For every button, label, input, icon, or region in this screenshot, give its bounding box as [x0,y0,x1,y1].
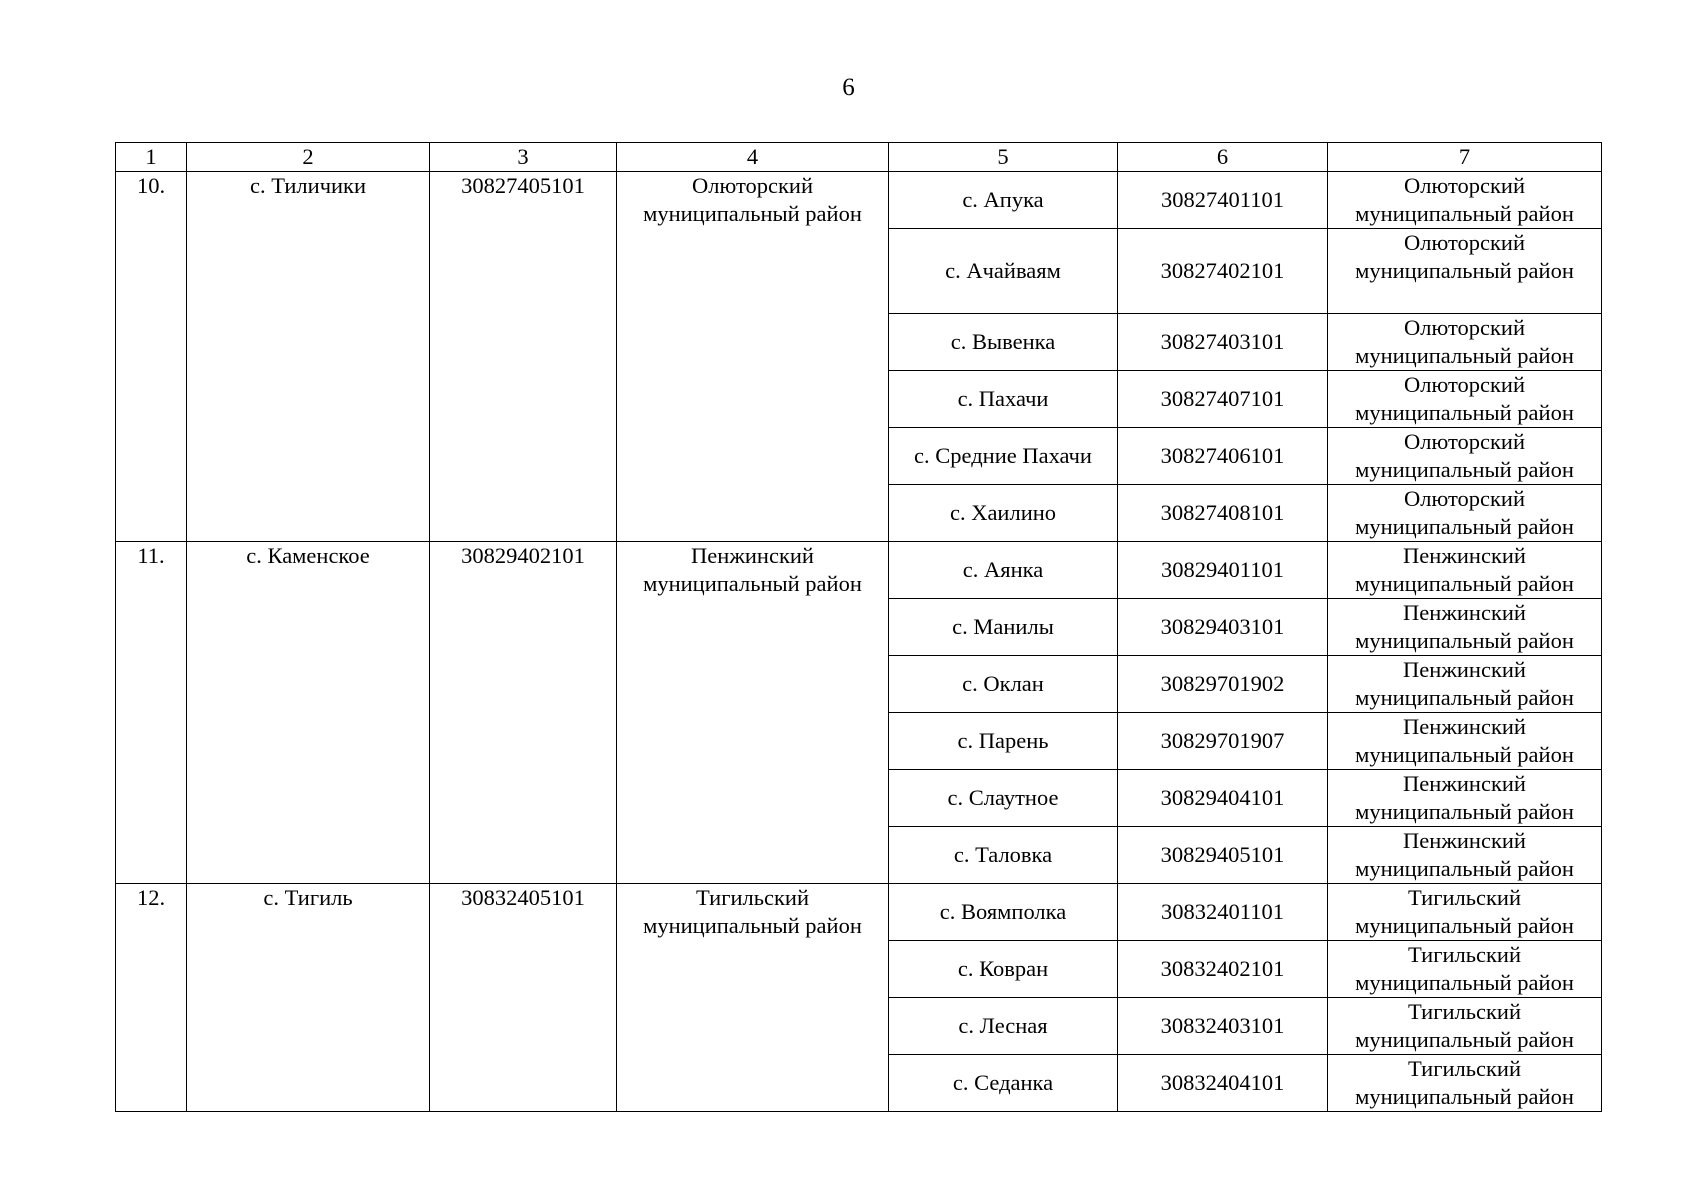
settlement-name: с. Лесная [889,998,1118,1055]
header-cell: 7 [1328,143,1602,172]
center-settlement: с. Тигиль [187,884,430,1112]
settlement-name: с. Вывенка [889,314,1118,371]
settlement-name: с. Ачайваям [889,229,1118,314]
settlement-oktmo-code: 30829403101 [1118,599,1328,656]
header-cell: 2 [187,143,430,172]
table-row [116,884,1602,941]
settlement-oktmo-code: 30827402101 [1118,229,1328,314]
settlement-district: Тигильский муниципальный район [1328,998,1602,1055]
settlement-district: Олюторский муниципальный район [1328,229,1602,314]
table-row [116,172,1602,229]
settlement-district: Пенжинский муниципальный район [1328,542,1602,599]
settlement-oktmo-code: 30827403101 [1118,314,1328,371]
settlement-district: Пенжинский муниципальный район [1328,599,1602,656]
settlement-oktmo-code: 30829701907 [1118,713,1328,770]
center-district: Тигильский муниципальный район [617,884,889,1112]
center-oktmo-code: 30832405101 [430,884,617,1112]
settlement-district: Тигильский муниципальный район [1328,941,1602,998]
settlement-district: Пенжинский муниципальный район [1328,827,1602,884]
settlement-oktmo-code: 30829401101 [1118,542,1328,599]
header-cell: 4 [617,143,889,172]
settlement-name: с. Средние Пахачи [889,428,1118,485]
settlement-district: Тигильский муниципальный район [1328,1055,1602,1112]
settlement-oktmo-code: 30832401101 [1118,884,1328,941]
settlement-name: с. Пахачи [889,371,1118,428]
table-row [116,542,1602,599]
settlement-name: с. Хаилино [889,485,1118,542]
settlement-name: с. Таловка [889,827,1118,884]
center-district: Олюторский муниципальный район [617,172,889,542]
header-cell: 1 [116,143,187,172]
settlement-oktmo-code: 30832403101 [1118,998,1328,1055]
settlement-oktmo-code: 30832404101 [1118,1055,1328,1112]
row-number: 10. [116,172,187,542]
settlement-oktmo-code: 30827401101 [1118,172,1328,229]
row-number: 11. [116,542,187,884]
settlement-oktmo-code: 30827407101 [1118,371,1328,428]
settlement-district: Олюторский муниципальный район [1328,172,1602,229]
page-number: 6 [842,74,855,101]
settlements-table [115,142,1602,1112]
header-cell: 6 [1118,143,1328,172]
settlement-district: Олюторский муниципальный район [1328,428,1602,485]
settlement-district: Тигильский муниципальный район [1328,884,1602,941]
center-oktmo-code: 30827405101 [430,172,617,542]
settlement-name: с. Слаутное [889,770,1118,827]
settlement-district: Пенжинский муниципальный район [1328,770,1602,827]
settlement-name: с. Воямполка [889,884,1118,941]
settlement-name: с. Седанка [889,1055,1118,1112]
row-number: 12. [116,884,187,1112]
settlement-name: с. Оклан [889,656,1118,713]
settlement-oktmo-code: 30829404101 [1118,770,1328,827]
settlement-district: Олюторский муниципальный район [1328,371,1602,428]
settlement-district: Пенжинский муниципальный район [1328,656,1602,713]
settlement-oktmo-code: 30829701902 [1118,656,1328,713]
settlement-oktmo-code: 30829405101 [1118,827,1328,884]
settlement-oktmo-code: 30827408101 [1118,485,1328,542]
header-cell: 3 [430,143,617,172]
settlement-oktmo-code: 30827406101 [1118,428,1328,485]
center-settlement: с. Тиличики [187,172,430,542]
settlement-name: с. Ковран [889,941,1118,998]
settlement-name: с. Аянка [889,542,1118,599]
settlement-oktmo-code: 30832402101 [1118,941,1328,998]
settlement-district: Олюторский муниципальный район [1328,485,1602,542]
center-settlement: с. Каменское [187,542,430,884]
center-oktmo-code: 30829402101 [430,542,617,884]
center-district: Пенжинский муниципальный район [617,542,889,884]
header-row [116,143,1602,172]
settlement-name: с. Апука [889,172,1118,229]
settlement-district: Олюторский муниципальный район [1328,314,1602,371]
header-cell: 5 [889,143,1118,172]
settlement-name: с. Парень [889,713,1118,770]
settlement-district: Пенжинский муниципальный район [1328,713,1602,770]
settlement-name: с. Манилы [889,599,1118,656]
